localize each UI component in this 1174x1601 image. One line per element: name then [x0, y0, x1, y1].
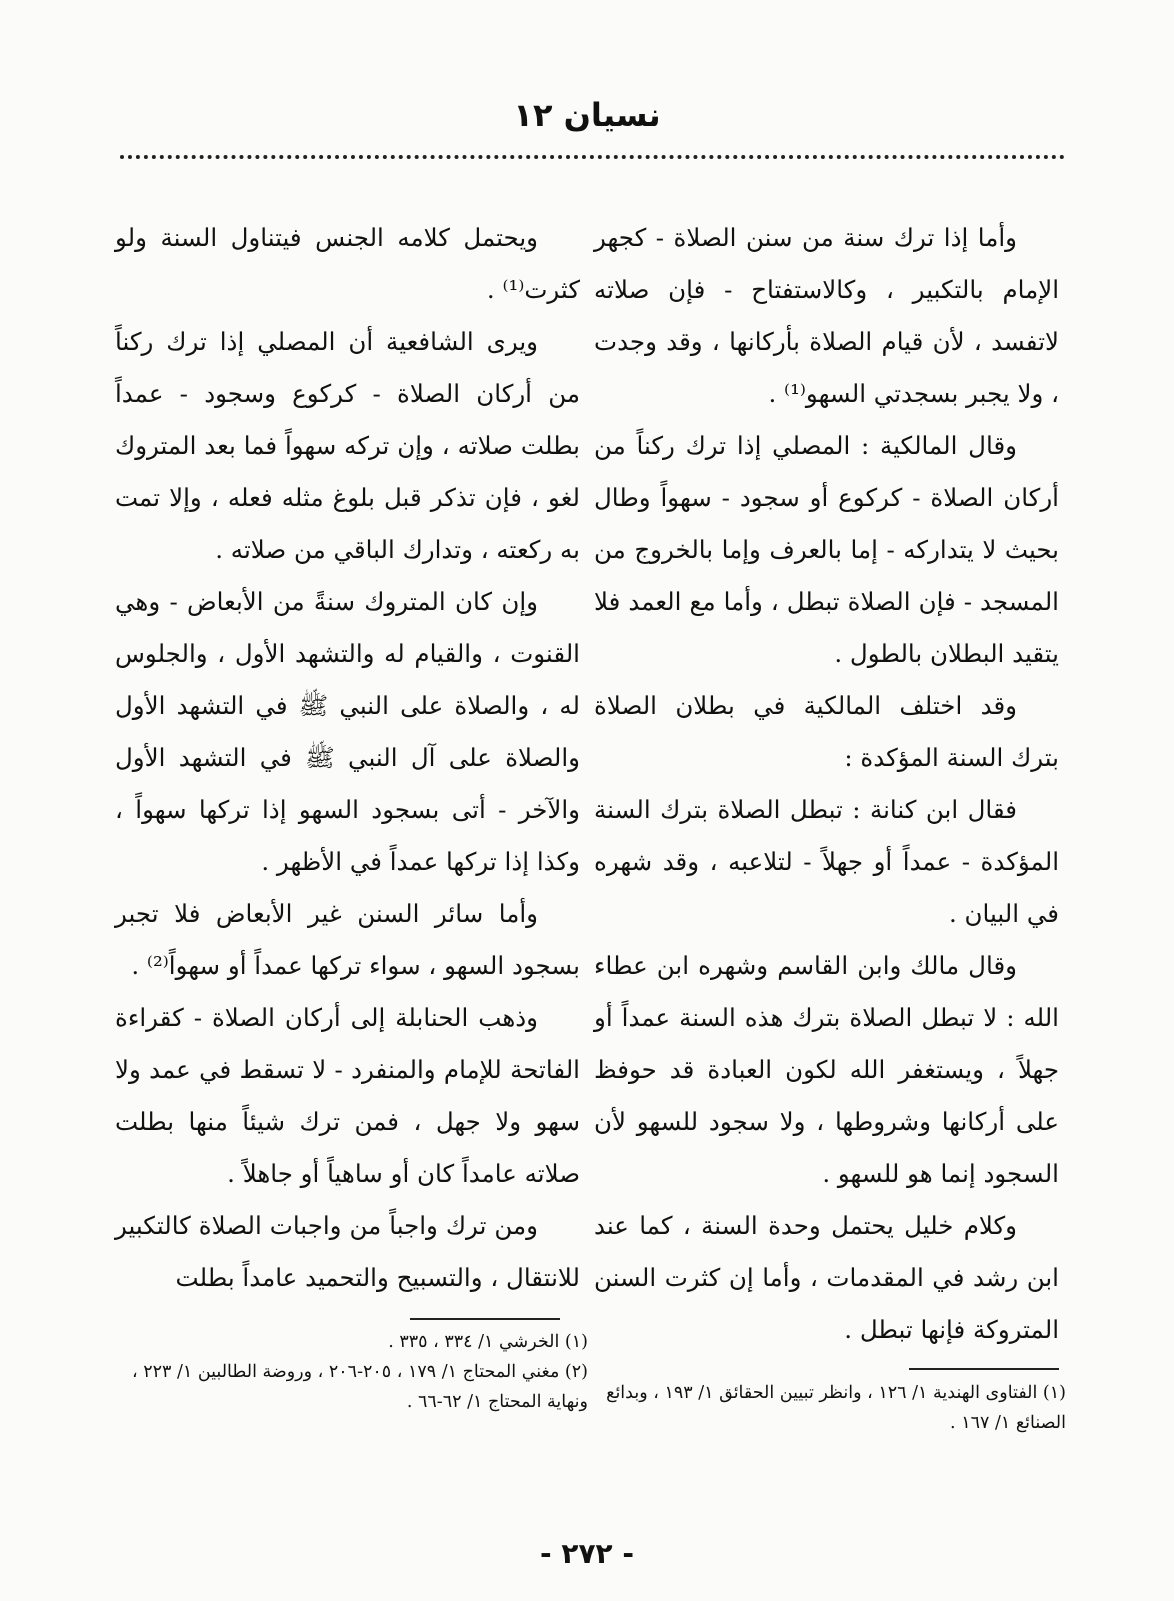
footnote-divider-right — [909, 1368, 1059, 1370]
footnotes-right — [586, 1378, 1066, 1438]
paragraph: وأما سائر السنن غير الأبعاض فلا تجبر بسجود السهو ، سواء تركها عمداً أو سهواً⁽²⁾ . — [115, 899, 580, 980]
page-number: - ٢٧٢ - — [539, 1537, 635, 1570]
footnote: (١) الخرشي ١/ ٣٣٤ ، ٣٣٥ . — [388, 1332, 588, 1352]
right-column — [594, 212, 1059, 1356]
paragraph: وقد اختلف المالكية في بطلان الصلاة بترك السنة المؤكدة : — [594, 691, 1059, 772]
paragraph: وقال المالكية : المصلي إذا ترك ركناً من أركان الصلاة - كركوع أو سجود - سهواً وطال بحيث لا يتداركه - إما بالعرف وإما بالخروج من المسجد - فإن الصلاة تبطل ، وأما مع العمد فلا يتقيد البطلان بالطول . — [594, 431, 1059, 668]
paragraph: وذهب الحنابلة إلى أركان الصلاة - كقراءة الفاتحة للإمام والمنفرد - لا تسقط في عمد ولا سهو ولا جهل ، فمن ترك شيئاً منها بطلت صلاته عامداً كان أو ساهياً أو جاهلاً . — [115, 1003, 580, 1188]
paragraph: وإن كان المتروك سنةً من الأبعاض - وهي القنوت ، والقيام له والتشهد الأول ، والجلوس له ، والصلاة على النبي ﷺ في التشهد الأول والصلاة على آل النبي ﷺ في التشهد الأول والآخر - أتى بسجود السهو إذا تركها سهواً ، وكذا إذا تركها عمداً في الأظهر . — [115, 587, 580, 876]
paragraph: فقال ابن كنانة : تبطل الصلاة بترك السنة المؤكدة - عمداً أو جهلاً - لتلاعبه ، وقد شهره في البيان . — [594, 795, 1059, 928]
paragraph: ويحتمل كلامه الجنس فيتناول السنة ولو كثرت⁽¹⁾ . — [115, 223, 580, 304]
paragraph: ومن ترك واجباً من واجبات الصلاة كالتكبير للانتقال ، والتسبيح والتحميد عامداً بطلت — [115, 1211, 580, 1292]
footnote-divider-left — [410, 1318, 560, 1320]
header-dotted-divider — [120, 155, 1065, 159]
footnote: (١) الفتاوى الهندية ١/ ١٢٦ ، وانظر تبيين الحقائق ١/ ١٩٣ ، وبدائع الصنائع ١/ ١٦٧ . — [606, 1383, 1066, 1433]
paragraph: وكلام خليل يحتمل وحدة السنة ، كما عند ابن رشد في المقدمات ، وأما إن كثرت السنن المتروكة فإنها تبطل . — [594, 1211, 1059, 1344]
left-column — [115, 212, 580, 1304]
paragraph: وقال مالك وابن القاسم وشهره ابن عطاء الله : لا تبطل الصلاة بترك هذه السنة عمداً أو جهلاً ، ويستغفر الله لكون العبادة قد حوفظ على أركانها وشروطها ، ولا سجود للسهو لأن السجود إنما هو للسهو . — [594, 951, 1059, 1188]
footnote: (٢) مغني المحتاج ١/ ١٧٩ ، ٢٠٥-٢٠٦ ، وروضة الطالبين ١/ ٢٢٣ ، ونهاية المحتاج ١/ ٦٢-٦٦ . — [131, 1362, 588, 1412]
page-title: نسيان ١٢ — [513, 96, 661, 134]
footnotes-left — [108, 1327, 588, 1417]
paragraph: ويرى الشافعية أن المصلي إذا ترك ركناً من أركان الصلاة - كركوع وسجود - عمداً بطلت صلاته ، وإن تركه سهواً فما بعد المتروك لغو ، فإن تذكر قبل بلوغ مثله فعله ، وإلا تمت به ركعته ، وتدارك الباقي من صلاته . — [115, 327, 580, 564]
paragraph: وأما إذا ترك سنة من سنن الصلاة - كجهر الإمام بالتكبير ، وكالاستفتاح - فإن صلاته لاتفسد ، لأن قيام الصلاة بأركانها ، وقد وجدت ، ولا يجبر بسجدتي السهو⁽¹⁾ . — [594, 223, 1059, 408]
